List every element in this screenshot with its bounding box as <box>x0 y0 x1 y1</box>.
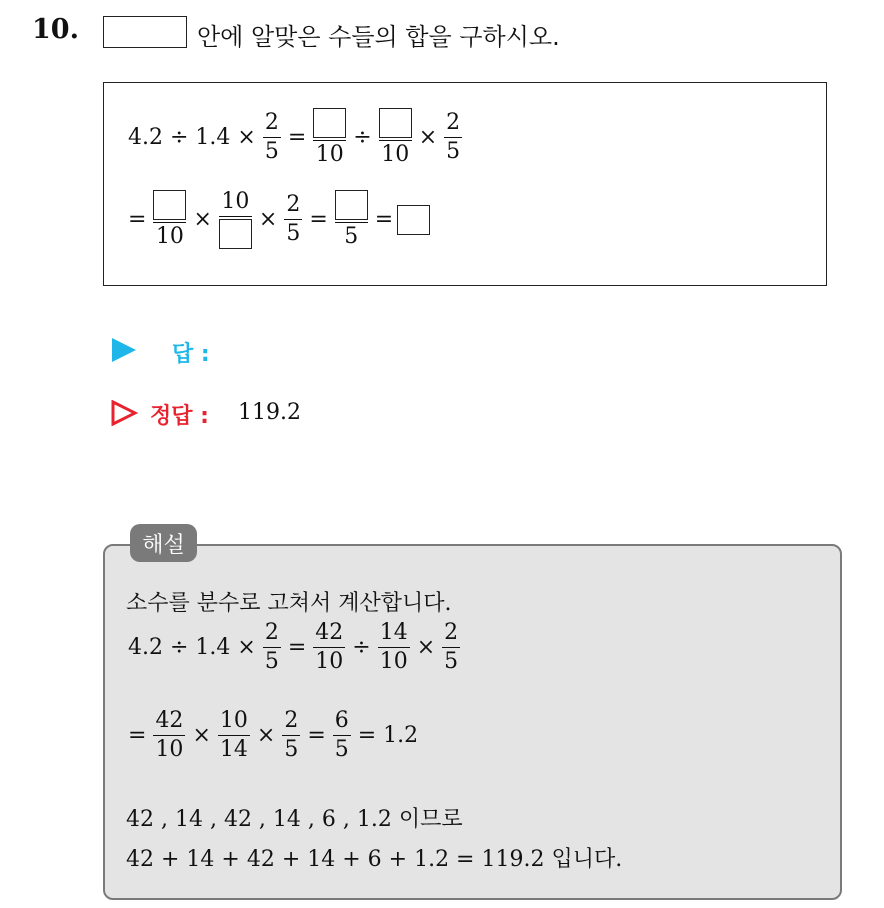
equals-sign: = <box>128 207 147 233</box>
fraction: $\frac{10}{14}$ <box>219 708 248 763</box>
fraction: $\frac{14}{10}$ <box>379 620 408 675</box>
fraction: $\frac{2}{5}$ <box>444 620 459 675</box>
answer-blank-box <box>153 190 186 220</box>
correct-answer-value: 119.2 <box>238 400 301 425</box>
fraction-blank-numerator: 10 <box>313 108 346 167</box>
times-sign: × <box>418 125 438 151</box>
blank-box <box>103 16 187 48</box>
fraction: $\frac{2}{5}$ <box>264 620 279 675</box>
equals-sign: = <box>287 635 307 661</box>
solution-tab: 해설 <box>130 524 197 562</box>
correct-answer-label: 정답 : <box>150 404 209 429</box>
solution-line-2 <box>124 709 422 762</box>
solution-expression: 4.2 ÷ 1.4 × <box>128 635 256 661</box>
times-sign: × <box>256 723 276 749</box>
answer-blank-box <box>335 190 368 220</box>
equals-sign: = <box>287 125 307 151</box>
fraction: $\frac{6}{5}$ <box>334 708 349 763</box>
answer-blank-box <box>313 108 346 138</box>
fraction: $\frac{42}{10}$ <box>155 708 184 763</box>
fraction: $\frac{2}{5}$ <box>286 191 301 247</box>
fraction: $\frac{2}{5}$ <box>446 109 461 165</box>
correct-arrow-icon <box>110 400 138 426</box>
result-value: = 1.2 <box>357 723 419 749</box>
fraction-blank-numerator: 5 <box>335 190 368 249</box>
fraction: $\frac{2}{5}$ <box>264 109 279 165</box>
divide-sign: ÷ <box>352 635 371 661</box>
times-sign: × <box>258 207 278 233</box>
answer-blank-box <box>379 108 412 138</box>
question-number: 10. <box>32 14 79 45</box>
problem-line-1 <box>124 108 465 167</box>
problem-expression: 4.2 ÷ 1.4 × <box>128 125 256 151</box>
fraction: $\frac{42}{10}$ <box>315 620 344 675</box>
answer-blank-box <box>397 205 430 235</box>
answer-blank-box <box>219 219 252 249</box>
question-text: 안에 알맞은 수들의 합을 구하시오. <box>197 23 560 51</box>
solution-list-line: 42 , 14 , 42 , 14 , 6 , 1.2 이므로 <box>126 807 463 832</box>
problem-line-2 <box>124 190 430 249</box>
equals-sign: = <box>128 723 147 749</box>
times-sign: × <box>192 723 211 749</box>
solution-intro: 소수를 분수로 고쳐서 계산합니다. <box>126 591 452 616</box>
fraction-blank-numerator: 10 <box>379 108 412 167</box>
fraction: $\frac{2}{5}$ <box>284 708 299 763</box>
equals-sign: = <box>309 207 328 233</box>
equals-sign: = <box>374 207 394 233</box>
times-sign: × <box>416 635 436 661</box>
solution-sum-line: 42 + 14 + 42 + 14 + 6 + 1.2 = 119.2 입니다. <box>126 847 623 872</box>
fraction-blank-numerator: 10 <box>153 190 186 249</box>
equals-sign: = <box>307 723 326 749</box>
answer-label: 답 : <box>172 342 210 367</box>
times-sign: × <box>193 207 212 233</box>
solution-line-1 <box>124 621 463 674</box>
fraction-blank-denominator: 10 <box>219 190 252 249</box>
answer-arrow-icon <box>112 338 136 362</box>
divide-sign: ÷ <box>353 125 372 151</box>
